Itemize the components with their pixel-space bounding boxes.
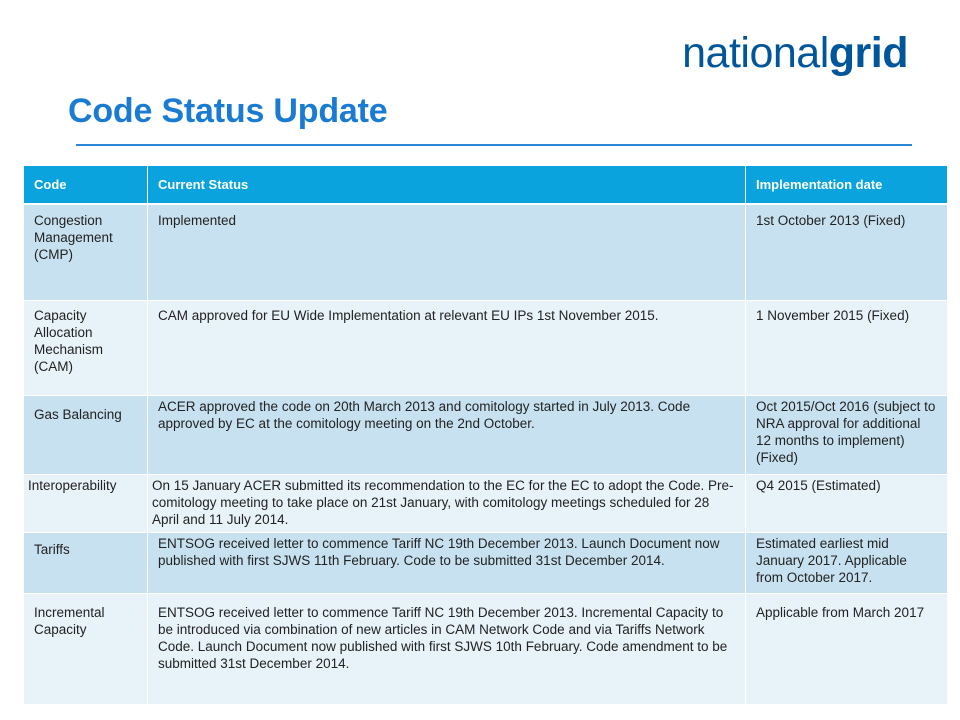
cell-status: ACER approved the code on 20th March 2013 and comitology started in July 2013. Code approved by EC at the comitology meeting on the 2nd October. (147, 396, 745, 475)
table-row (24, 205, 947, 301)
cell-code: Tariffs (24, 533, 147, 594)
cell-code: Gas Balancing (24, 396, 147, 475)
table-row (24, 533, 947, 594)
page-title: Code Status Update (68, 92, 388, 130)
cell-date: 1 November 2015 (Fixed) (745, 301, 947, 396)
cell-date: Oct 2015/Oct 2016 (subject to NRA approval for additional 12 months to implement) (Fixed) (745, 396, 947, 475)
cell-code: Congestion Management (CMP) (24, 205, 147, 301)
cell-status: On 15 January ACER submitted its recommendation to the EC for the EC to adopt the Code. Pre-comitology meeting to take place on 21st January, with comitology meetings scheduled for 28 April and 11 July 2014. (147, 475, 745, 533)
column-header-current-status: Current Status (147, 166, 745, 205)
cell-status: CAM approved for EU Wide Implementation at relevant EU IPs 1st November 2015. (147, 301, 745, 396)
code-status-table (24, 166, 947, 705)
logo-grid: grid (828, 29, 908, 77)
cell-date: 1st October 2013 (Fixed) (745, 205, 947, 301)
cell-code: Capacity Allocation Mechanism (CAM) (24, 301, 147, 396)
column-header-implementation-date: Implementation date (745, 166, 947, 205)
cell-status: Implemented (147, 205, 745, 301)
table-row (24, 301, 947, 396)
cell-date: Estimated earliest mid January 2017. Applicable from October 2017. (745, 533, 947, 594)
national-grid-logo (682, 29, 908, 77)
table-row (24, 396, 947, 475)
cell-date: Applicable from March 2017 (745, 594, 947, 705)
column-header-code: Code (24, 166, 147, 205)
cell-code: Interoperability (24, 475, 147, 533)
cell-status: ENTSOG received letter to commence Tariff NC 19th December 2013. Launch Document now published with first SJWS 11th February. Code to be submitted 31st December 2014. (147, 533, 745, 594)
table-row (24, 475, 947, 533)
logo-national: national (682, 29, 829, 77)
table-header-row (24, 166, 947, 205)
title-divider (76, 144, 912, 146)
cell-date: Q4 2015 (Estimated) (745, 475, 947, 533)
cell-status: ENTSOG received letter to commence Tariff NC 19th December 2013. Incremental Capacity to be introduced via combination of new articles in CAM Network Code and via Tariffs Network Code. Launch Document now published with first SJWS 10th February. Code amendment to be submitted 31st December 2014. (147, 594, 745, 705)
cell-code: Incremental Capacity (24, 594, 147, 705)
table-row (24, 594, 947, 705)
